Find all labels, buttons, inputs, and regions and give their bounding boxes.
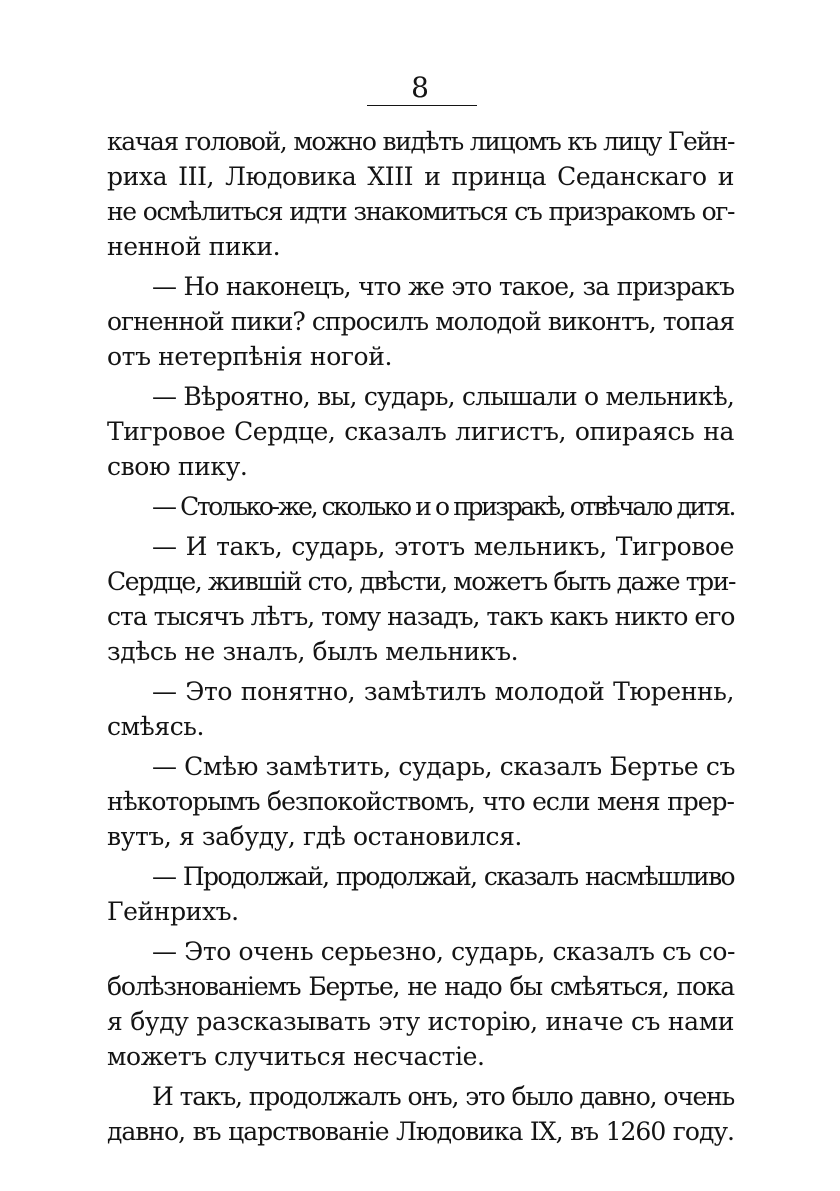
paragraph (107, 749, 734, 854)
paragraph (107, 379, 734, 484)
text-line: огненной пики? спросилъ молодой виконтъ, топая (107, 307, 734, 336)
text-line: здѣсь не зналъ, былъ мельникъ. (107, 637, 519, 666)
text-line: риха III, Людовика XIII и принца Седанскаго и (107, 162, 734, 191)
text-line: ненной пики. (107, 232, 281, 261)
paragraph (107, 269, 734, 374)
paragraph (107, 1079, 734, 1149)
text-line: — Столько-же, сколько и о призракѣ, отвѣчало дитя. (152, 492, 735, 521)
text-line: — Но наконецъ, что же это такое, за призракъ (152, 272, 734, 301)
text-line: нѣкоторымъ безпокойствомъ, что если меня прер- (107, 787, 734, 816)
text-line: Тигровое Сердце, сказалъ лигистъ, опираясь на (107, 417, 734, 446)
paragraph (107, 674, 734, 744)
text-line: свою пику. (107, 452, 248, 481)
text-line: Гейнрихъ. (107, 897, 239, 926)
text-line: качая головой, можно видѣть лицомъ къ лицу Гейн- (107, 127, 734, 156)
text-line: И такъ, продолжалъ онъ, это было давно, очень (152, 1082, 734, 1111)
paragraph (107, 934, 734, 1074)
text-line: вутъ, я забуду, гдѣ остановился. (107, 822, 522, 851)
text-line: отъ нетерпѣнія ногой. (107, 342, 393, 371)
text-line: Сердце, жившій сто, двѣсти, можетъ быть даже три- (107, 567, 736, 596)
text-line: давно, въ царствованіе Людовика IX, въ 1260 году. (107, 1117, 734, 1146)
text-line: — Смѣю замѣтить, сударь, сказалъ Бертье съ (152, 752, 735, 781)
paragraph (107, 124, 734, 264)
text-line: болѣзнованіемъ Бертье, не надо бы смѣяться, пока (107, 972, 734, 1001)
text-line: — И такъ, сударь, этотъ мельникъ, Тигровое (152, 532, 734, 561)
text-line: не осмѣлиться идти знакомиться съ призракомъ ог- (107, 197, 734, 226)
header-rule (367, 105, 477, 106)
page-number: 8 (411, 71, 429, 104)
text-line: — Это очень серьезно, сударь, сказалъ съ со- (152, 937, 736, 966)
paragraph (107, 489, 734, 524)
text-line: я буду разсказывать эту исторію, иначе съ нами (107, 1007, 734, 1036)
text-line: — Вѣроятно, вы, сударь, слышали о мельникѣ, (152, 382, 734, 411)
text-block (107, 124, 734, 1154)
text-line: ста тысячъ лѣтъ, тому назадъ, такъ какъ никто его (107, 602, 735, 631)
text-line: — Это понятно, замѣтилъ молодой Тюреннь, (152, 677, 734, 706)
text-line: — Продолжай, продолжай, сказалъ насмѣшливо (152, 862, 734, 891)
paragraph (107, 529, 734, 669)
paragraph (107, 859, 734, 929)
text-line: можетъ случиться несчастіе. (107, 1042, 485, 1071)
text-line: смѣясь. (107, 712, 205, 741)
